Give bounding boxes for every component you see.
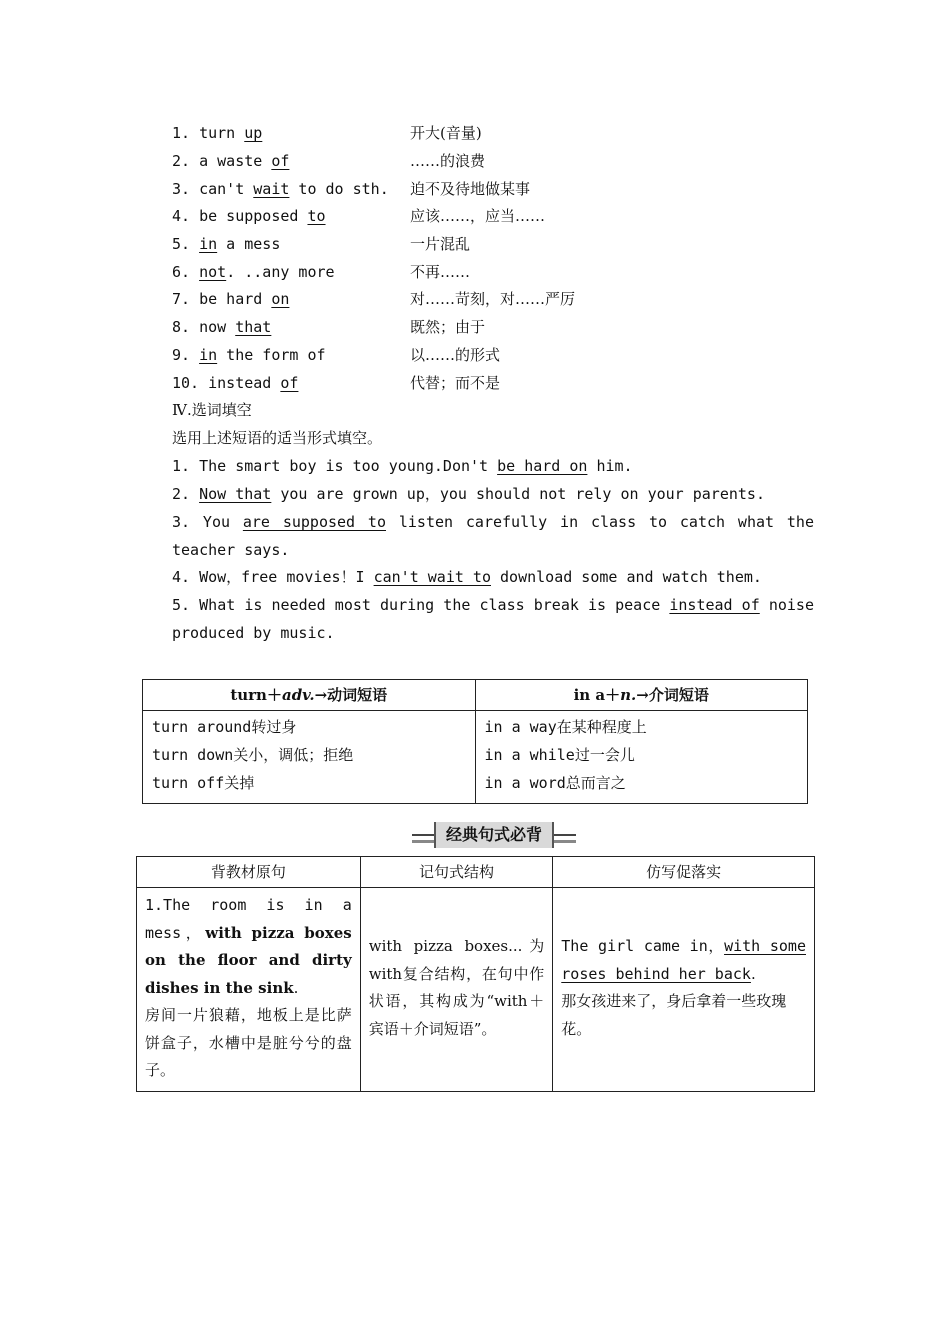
phrase-en: 3. can't wait to do sth. <box>172 180 389 198</box>
ext-header-prep: in a＋n.→介词短语 <box>475 680 808 711</box>
banner-title: 经典句式必背 <box>434 822 554 848</box>
header-structure: 记句式结构 <box>360 857 553 888</box>
original-sentence-cell <box>137 888 361 1092</box>
phrase-en: 8. now that <box>172 318 272 336</box>
question-1: 1. The smart boy is too young.Don't be hard on him. <box>172 457 633 475</box>
phrase-cn: 既然；由于 <box>410 318 486 336</box>
structure-cell <box>360 888 553 1092</box>
list-item: in a while过一会儿 <box>484 746 635 764</box>
imitate-cell <box>553 888 815 1092</box>
phrase-en: 2. a waste of <box>172 152 290 170</box>
phrase-en: 1. turn up <box>172 124 263 142</box>
header-original: 背教材原句 <box>137 857 361 888</box>
phrase-cn: 开大(音量) <box>410 124 482 142</box>
phrase-cn: 以……的形式 <box>410 346 501 364</box>
phrase-cn: 迫不及待地做某事 <box>410 180 531 198</box>
phrase-extension-table <box>142 679 808 804</box>
list-item: turn down关小，调低；拒绝 <box>152 746 354 764</box>
question-4: 4. Wow，free movies！I can't wait to download some and watch them. <box>172 568 762 586</box>
phrase-cn: 一片混乱 <box>410 235 471 253</box>
imitate-sentence: The girl came in，with some roses behind her back. <box>561 937 806 983</box>
ext-header-verb: turn＋adv.→动词短语 <box>143 680 476 711</box>
answer-3: are supposed to <box>242 513 386 531</box>
phrase-cn: 不再…… <box>410 263 471 281</box>
imitate-answer: with some roses behind her back <box>561 937 806 983</box>
answer-5: instead of <box>669 596 760 614</box>
answer-4: can't wait to <box>373 568 491 586</box>
phrase-cn: 代替；而不是 <box>410 374 501 392</box>
question-5: 5. What is needed most during the class break is peace instead of noise produced by music. <box>172 596 814 642</box>
phrase-en: 7. be hard on <box>172 290 290 308</box>
phrase-en: 9. in the form of <box>172 346 326 364</box>
list-item: in a word总而言之 <box>484 774 626 792</box>
header-imitate: 仿写促落实 <box>553 857 815 888</box>
list-item: turn off关掉 <box>152 774 255 792</box>
section-heading: Ⅳ.选词填空 <box>172 401 252 419</box>
phrase-en: 10. instead of <box>172 374 299 392</box>
original-translation: 房间一片狼藉，地板上是比萨饼盒子，水槽中是脏兮兮的盘子。 <box>145 1006 352 1079</box>
list-item: in a way在某种程度上 <box>484 718 647 736</box>
phrase-cn: 应该……，应当…… <box>410 207 546 225</box>
ext-prep-cell <box>475 711 808 804</box>
answer-2: Now that <box>199 485 272 503</box>
section-instruction: 选用上述短语的适当形式填空。 <box>172 429 383 447</box>
imitate-translation: 那女孩进来了，身后拿着一些玫瑰花。 <box>561 992 787 1038</box>
original-sentence: 1.The room is in a mess，with pizza boxes on the floor and dirty dishes in the sink. <box>145 896 352 997</box>
answer-1: be hard on <box>497 457 588 475</box>
phrase-en: 5. in a mess <box>172 235 281 253</box>
phrase-en: 4. be supposed to <box>172 207 326 225</box>
question-3: 3. You are supposed to listen carefully in class to catch what the teacher says. <box>172 513 814 559</box>
structure-text: with pizza boxes...为with复合结构，在句中作状语，其构成为“with＋宾语＋介词短语”。 <box>368 937 545 1038</box>
phrase-en: 6. not. ..any more <box>172 263 335 281</box>
sentence-pattern-table <box>136 856 815 1092</box>
section-banner <box>412 822 576 848</box>
phrase-cn: 对……苛刻，对……严厉 <box>410 290 576 308</box>
question-2: 2. Now that you are grown up，you should not rely on your parents. <box>172 485 765 503</box>
phrase-cn: ……的浪费 <box>410 152 486 170</box>
list-item: turn around转过身 <box>152 718 297 736</box>
ext-verb-cell <box>143 711 476 804</box>
